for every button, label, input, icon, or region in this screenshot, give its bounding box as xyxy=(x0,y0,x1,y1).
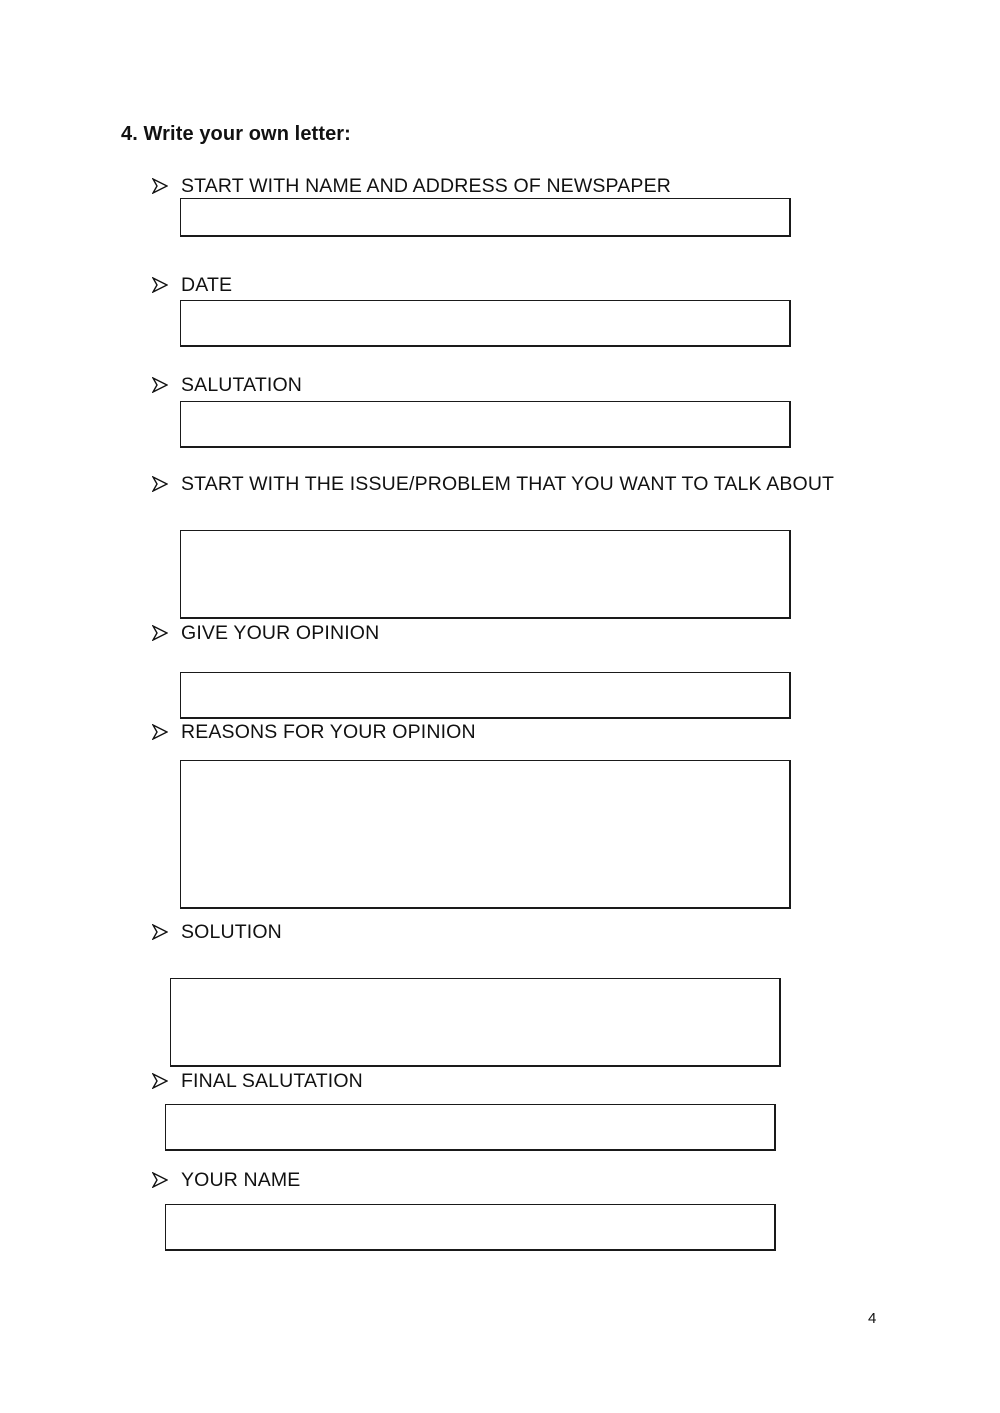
page-number: 4 xyxy=(868,1310,877,1327)
item-label: SALUTATION xyxy=(181,373,303,396)
list-item-reasons xyxy=(152,719,476,745)
item-label: START WITH THE ISSUE/PROBLEM THAT YOU WANT TO TALK ABOUT xyxy=(181,472,835,495)
arrowhead-bullet-icon xyxy=(152,1073,168,1089)
list-item-opinion xyxy=(152,620,379,646)
list-item-salutation xyxy=(152,372,302,398)
item-label: YOUR NAME xyxy=(181,1168,301,1191)
date-answer-box[interactable] xyxy=(180,300,791,347)
list-item-date xyxy=(152,272,232,298)
arrowhead-bullet-icon xyxy=(152,277,168,293)
arrowhead-bullet-icon xyxy=(152,625,168,641)
arrowhead-bullet-icon xyxy=(152,924,168,940)
solution-answer-box[interactable] xyxy=(170,978,781,1067)
reasons-answer-box[interactable] xyxy=(180,760,791,909)
arrowhead-bullet-icon xyxy=(152,178,168,194)
item-label: SOLUTION xyxy=(181,920,282,943)
list-item-final-salutation xyxy=(152,1068,363,1094)
item-label: START WITH NAME AND ADDRESS OF NEWSPAPER xyxy=(181,174,671,197)
your-name-answer-box[interactable] xyxy=(165,1204,776,1251)
issue-answer-box[interactable] xyxy=(180,530,791,619)
item-label: GIVE YOUR OPINION xyxy=(181,621,380,644)
opinion-answer-box[interactable] xyxy=(180,672,791,719)
arrowhead-bullet-icon xyxy=(152,476,168,492)
arrowhead-bullet-icon xyxy=(152,377,168,393)
salutation-answer-box[interactable] xyxy=(180,401,791,448)
section-heading: 4. Write your own letter: xyxy=(121,123,351,145)
item-label: FINAL SALUTATION xyxy=(181,1069,363,1092)
list-item-your-name xyxy=(152,1167,300,1193)
arrowhead-bullet-icon xyxy=(152,1172,168,1188)
list-item-issue xyxy=(152,471,834,497)
arrowhead-bullet-icon xyxy=(152,724,168,740)
list-item-newspaper-address xyxy=(152,173,671,199)
item-label: REASONS FOR YOUR OPINION xyxy=(181,720,476,743)
final-salutation-answer-box[interactable] xyxy=(165,1104,776,1151)
list-item-solution xyxy=(152,919,282,945)
item-label: DATE xyxy=(181,273,233,296)
newspaper-address-answer-box[interactable] xyxy=(180,198,791,237)
